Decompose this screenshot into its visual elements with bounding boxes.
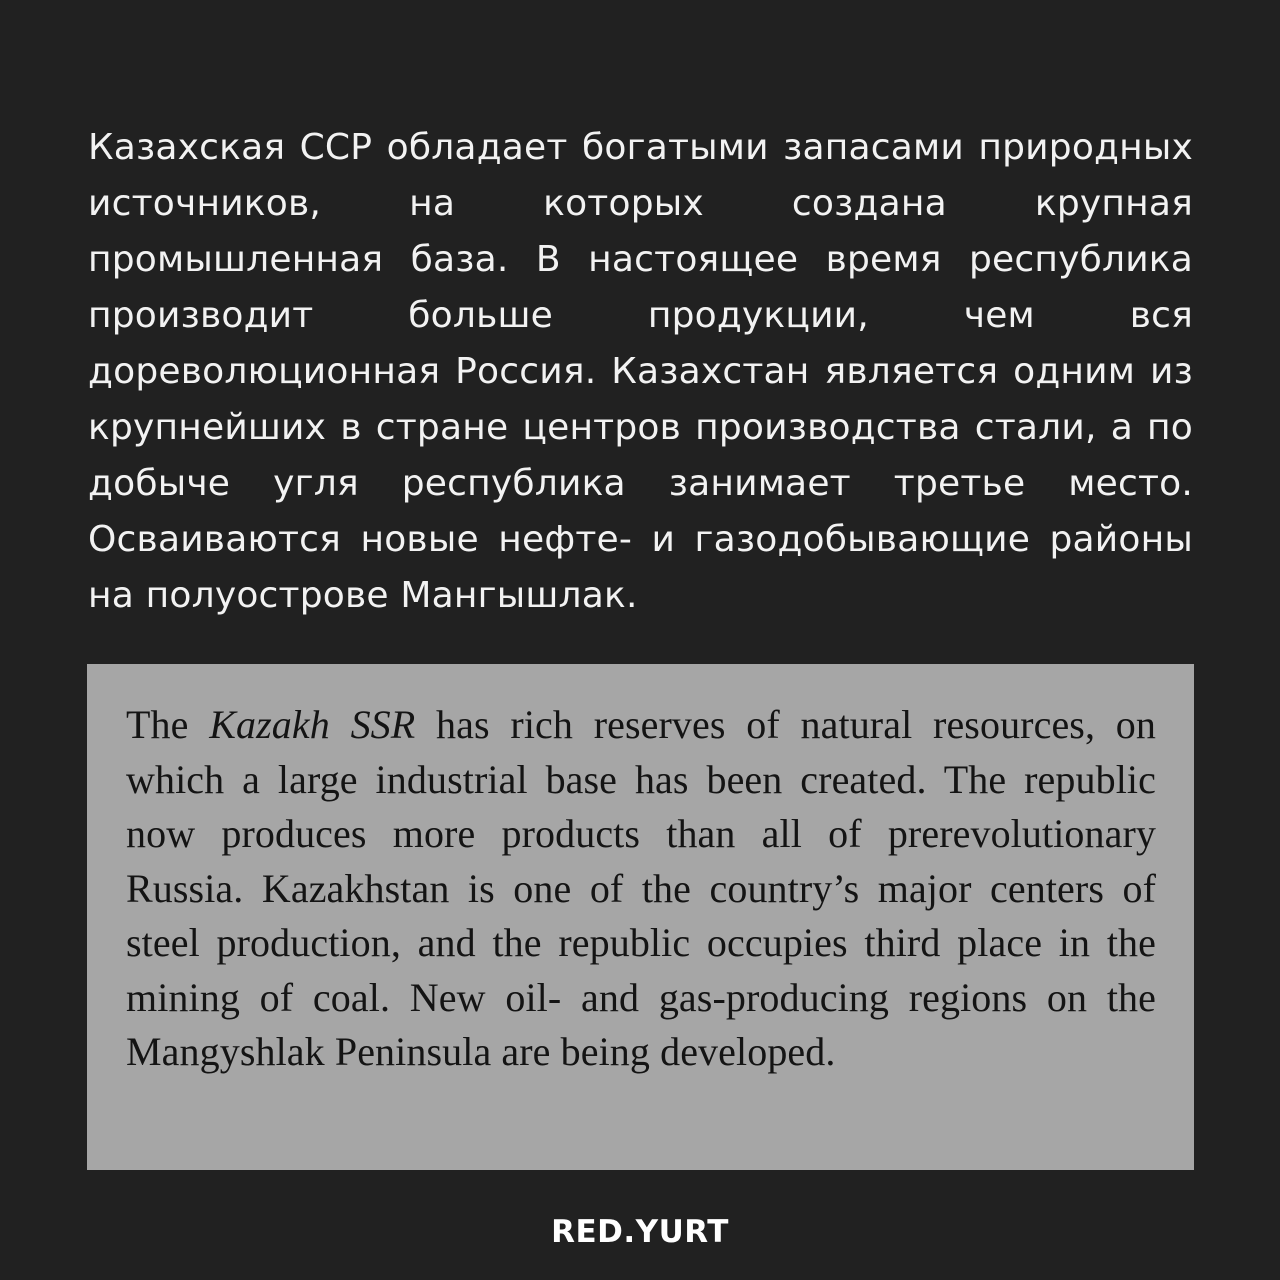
scanned-excerpt bbox=[87, 664, 1194, 1170]
excerpt-intro: The bbox=[126, 702, 210, 747]
brand-label: RED.YURT bbox=[551, 1214, 729, 1250]
excerpt-body: has rich reserves of natural resources, on which a large industrial base has been created. The republic now produces more products than all of prerevolutionary Russia. Kazakhstan is one of the country’s major centers of steel production, and the republic occupies third place in the mining of coal. New oil- and gas-producing regions on the Mangyshlak Peninsula are being developed. bbox=[126, 702, 1157, 1074]
russian-paragraph: Казахская ССР обладает богатыми запасами природных источников, на которых создана крупная промышленная база. В настоящее время республика производит больше продукции, чем вся дореволюционная Россия. Казахстан является одним из крупнейших в стране центров производства стали, а по добыче угля республика занимает третье место. Осваиваются новые нефте- и газодобывающие районы на полуострове Мангышлак. bbox=[88, 127, 1193, 616]
english-excerpt-text bbox=[126, 698, 1156, 1080]
excerpt-italic-subject: Kazakh SSR bbox=[209, 702, 416, 747]
